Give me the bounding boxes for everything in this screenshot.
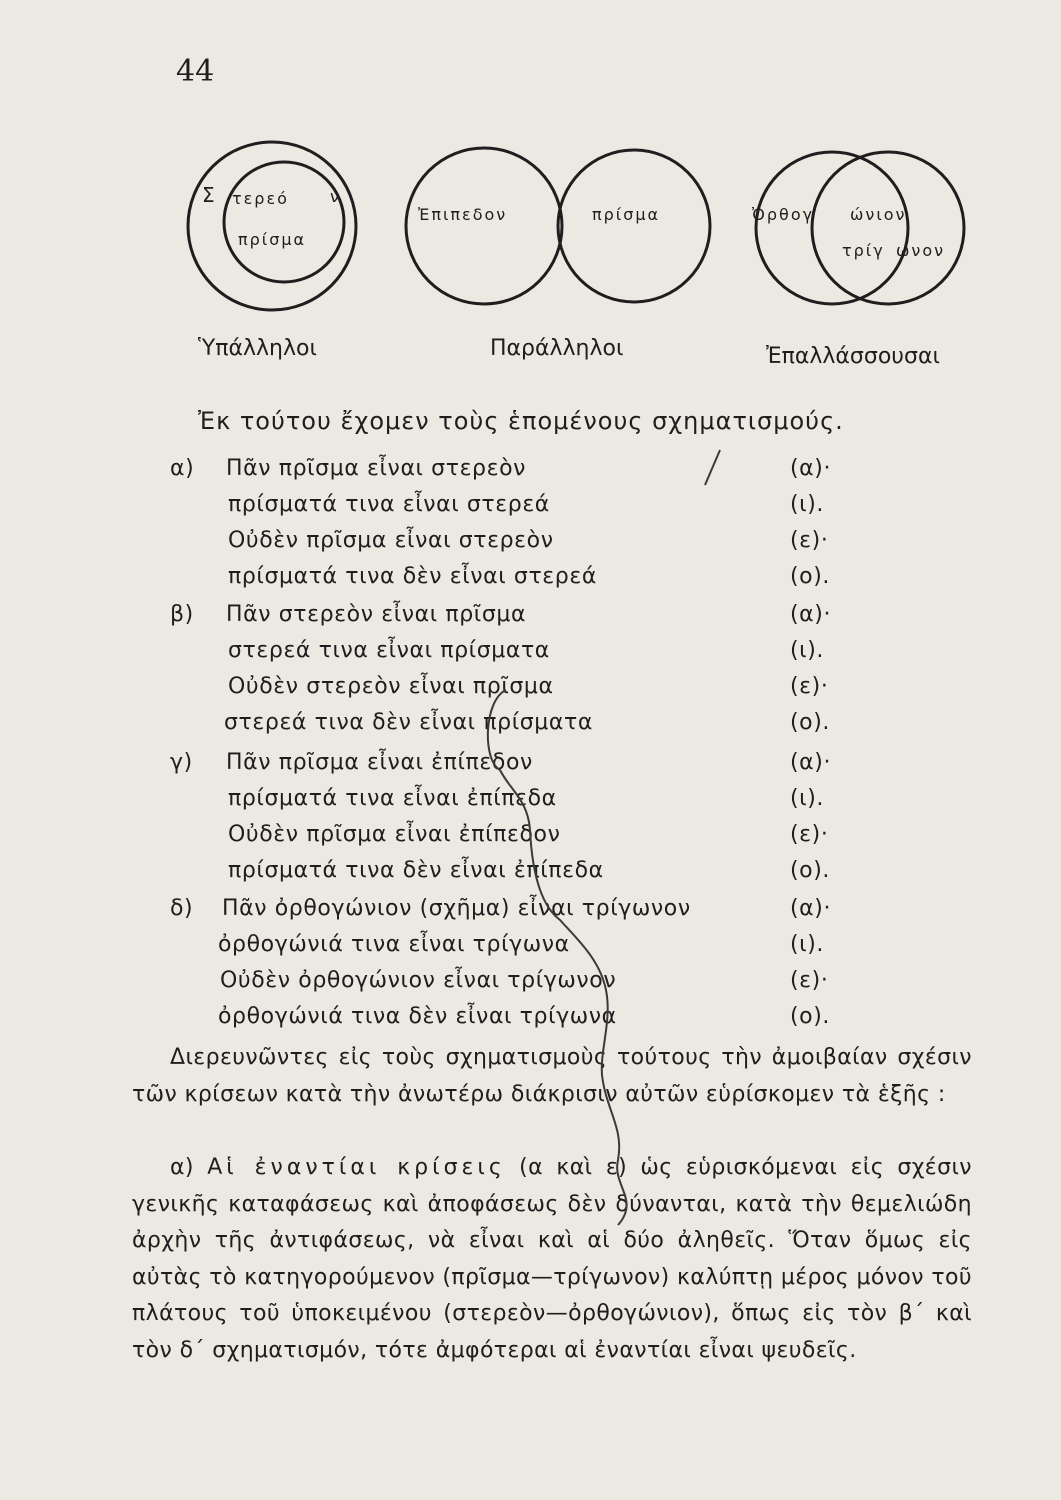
diagram-overlapping	[752, 152, 964, 304]
proposition-row	[170, 602, 870, 638]
paragraph-body	[132, 1150, 972, 1369]
proposition-row	[170, 896, 870, 932]
proposition-row	[170, 492, 870, 528]
diagram-subaltern	[188, 142, 356, 310]
caption-overlapping: Ἐπαλλάσσουσαι	[766, 344, 940, 369]
caption-subaltern: Ὑπάλληλοι	[198, 336, 317, 361]
inner-circle-prism	[224, 162, 344, 282]
circle-prism	[558, 150, 710, 302]
proposition-code: (ι).	[790, 786, 825, 811]
proposition-code: (α)·	[790, 896, 832, 921]
section-label: β)	[170, 602, 194, 627]
paragraph-rest: (α καὶ ε) ὡς εὑρισκόμεναι εἰς σχέσιν γενικῆς καταφάσεως καὶ ἀποφάσεως δὲν δύνανται, κατὰ τὴν θεμελιώδη ἀρχὴν τῆς ἀντιφάσεως, νὰ εἶναι καὶ αἱ δύο ἀληθεῖς. Ὅταν ὅμως εἰς αὐτὰς τὸ κατηγορούμενον (πρῖσμα—τρίγωνον) καλύπτῃ μέρος μόνον τοῦ πλάτους τοῦ ὑποκειμένου (στερεὸν—ὀρθογώνιον), ὅπως εἰς τὸν β΄ καὶ τὸν δ΄ σχηματισμόν, τότε ἀμφότεραι αἱ ἐναντίαι εἶναι ψευδεῖς.	[132, 1155, 972, 1363]
proposition-text: ὀρθογώνιά τινα εἶναι τρίγωνα	[218, 932, 570, 957]
proposition-text: Οὐδὲν πρῖσμα εἶναι ἐπίπεδον	[228, 822, 561, 847]
label-plane: Ἐπιπεδον	[418, 205, 508, 224]
caption-parallel: Παράλληλοι	[490, 336, 624, 361]
proposition-code: (α)·	[790, 456, 832, 481]
proposition-row	[170, 1004, 870, 1040]
proposition-code: (ο).	[790, 564, 831, 589]
proposition-code: (α)·	[790, 750, 832, 775]
circle-plane	[406, 148, 562, 304]
proposition-text: Πᾶν πρῖσμα εἶναι ἐπίπεδον	[226, 750, 533, 775]
paragraph-investigation	[132, 1040, 972, 1113]
proposition-row	[170, 638, 870, 674]
proposition-row	[170, 750, 870, 786]
proposition-row	[170, 822, 870, 858]
proposition-text: Οὐδὲν ὀρθογώνιον εἶναι τρίγωνον	[220, 968, 617, 993]
proposition-row	[170, 456, 870, 492]
euler-diagrams	[0, 0, 1061, 330]
proposition-row	[170, 858, 870, 894]
proposition-text: στερεά τινα δὲν εἶναι πρίσματα	[224, 710, 593, 735]
proposition-code: (ε)·	[790, 674, 829, 699]
section-label: γ)	[170, 750, 193, 775]
proposition-code: (ε)·	[790, 528, 829, 553]
proposition-row	[170, 710, 870, 746]
label-rect-right: ώνιον	[850, 205, 907, 224]
proposition-text: ὀρθογώνιά τινα δὲν εἶναι τρίγωνα	[218, 1004, 617, 1029]
label-prism: πρίσμα	[238, 230, 307, 249]
proposition-text: Πᾶν ὀρθογώνιον (σχῆμα) εἶναι τρίγωνον	[222, 896, 691, 921]
proposition-text: Οὐδὲν πρῖσμα εἶναι στερεὸν	[228, 528, 554, 553]
outer-circle-solid	[188, 142, 356, 310]
proposition-code: (ι).	[790, 492, 825, 517]
section-label: α)	[170, 456, 195, 481]
proposition-text: Οὐδὲν στερεὸν εἶναι πρῖσμα	[228, 674, 554, 699]
proposition-text: πρίσματά τινα εἶναι ἐπίπεδα	[228, 786, 557, 811]
paragraph-lead: α)	[170, 1155, 194, 1180]
spaced-term: Αἱ ἐναντίαι κρίσεις	[207, 1155, 506, 1180]
proposition-code: (ι).	[790, 932, 825, 957]
proposition-code: (ο).	[790, 858, 831, 883]
proposition-code: (ι).	[790, 638, 825, 663]
proposition-text: πρίσματά τινα δὲν εἶναι στερεά	[228, 564, 597, 589]
proposition-text: πρίσματά τινα δὲν εἶναι ἐπίπεδα	[228, 858, 604, 883]
proposition-code: (ο).	[790, 710, 831, 735]
proposition-code: (ο).	[790, 1004, 831, 1029]
proposition-text: Πᾶν πρῖσμα εἶναι στερεὸν	[226, 456, 527, 481]
proposition-row	[170, 564, 870, 600]
proposition-row	[170, 674, 870, 710]
label-tri-left: τρίγ	[842, 241, 885, 260]
label-solid-sigma: Σ	[202, 183, 217, 207]
intro-line: Ἐκ τούτου ἔχομεν τοὺς ἑπομένους σχηματισμούς.	[198, 407, 844, 435]
proposition-row	[170, 786, 870, 822]
label-prism-2: πρίσμα	[592, 205, 661, 224]
proposition-text: στερεά τινα εἶναι πρίσματα	[228, 638, 550, 663]
proposition-code: (ε)·	[790, 822, 829, 847]
label-solid-end: ν	[330, 187, 341, 206]
proposition-row	[170, 968, 870, 1004]
label-solid-mid: τερεό	[232, 189, 289, 208]
proposition-row	[170, 932, 870, 968]
paragraph-text: Διερευνῶντες εἰς τοὺς σχηματισμοὺς τούτους τὴν ἀμοιβαίαν σχέσιν τῶν κρίσεων κατὰ τὴν ἀνωτέρω διάκρισιν αὐτῶν εὑρίσκομεν τὰ ἑξῆς :	[132, 1045, 972, 1107]
diagram-parallel	[406, 148, 710, 304]
label-rect-left: Ὀρθογ	[752, 205, 815, 224]
proposition-code: (ε)·	[790, 968, 829, 993]
paragraph-contraries	[132, 1150, 972, 1369]
proposition-text: πρίσματά τινα εἶναι στερεά	[228, 492, 550, 517]
proposition-text: Πᾶν στερεὸν εἶναι πρῖσμα	[226, 602, 527, 627]
page-number: 44	[176, 54, 215, 89]
section-label: δ)	[170, 896, 194, 921]
proposition-code: (α)·	[790, 602, 832, 627]
label-tri-right: ωνον	[896, 241, 946, 260]
proposition-row	[170, 528, 870, 564]
